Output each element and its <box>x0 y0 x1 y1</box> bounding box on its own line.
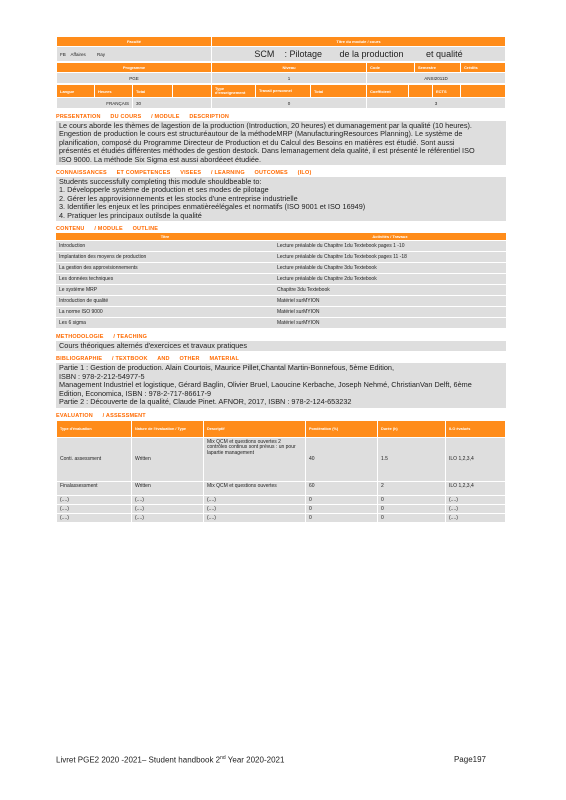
outline-header-row <box>56 233 506 241</box>
header-cell: Faculté <box>57 37 212 47</box>
language-cell: FRANÇAIS <box>57 98 133 109</box>
eval-description-cell: (....) <box>204 513 306 522</box>
header-row-2 <box>57 63 506 73</box>
header-cell: Titre du module / cours <box>212 37 506 47</box>
eval-duration-cell: 1.5 <box>378 437 446 481</box>
evaluation-header: Descriptif <box>204 420 306 437</box>
page-footer <box>56 755 486 765</box>
header-cell <box>409 85 433 98</box>
header-cell: Semestre <box>415 63 461 73</box>
text-line: Partie 1 : Gestion de production. Alain Courtois, Maurice Pillet,Chantal Martin-Bonnefous, 5ème Edition, <box>59 363 395 373</box>
ects-cell: 3 <box>367 98 506 109</box>
section-word: OTHER <box>179 356 200 363</box>
title-part: et qualité <box>426 49 463 59</box>
header-cell: Code <box>367 63 415 73</box>
eval-ilo-cell: (....) <box>446 495 506 504</box>
outline-row <box>56 263 506 274</box>
section-word: CONTENU <box>56 226 85 233</box>
text-line: 3. Identifier les enjeux et les principes enmatièreélégales et normatifs (ISO 9001 et ISO 16949) <box>59 202 366 212</box>
eval-type-cell: (....) <box>57 495 132 504</box>
value-row-1 <box>57 47 506 62</box>
eval-nature-cell: (....) <box>132 495 204 504</box>
header-cell: Crédits <box>461 63 506 73</box>
eval-nature-cell: Written <box>132 437 204 481</box>
eval-ilo-cell: ILO 1,2,3,4 <box>446 437 506 481</box>
footer-handbook-label <box>56 755 284 765</box>
section-word: OUTLINE <box>132 226 159 233</box>
eval-duration-cell: 0 <box>378 504 446 513</box>
text-line: ISBN : 978-2-212-54977-5 <box>59 371 145 381</box>
footer-text: Year 2020-2021 <box>227 755 285 765</box>
eval-type-cell: Conti. assessment <box>57 437 132 481</box>
faculty-name: Affaires <box>70 51 86 57</box>
text-line: présentés et étudiés différentes méthodes de gestion destock. Dans lemanagement dela qualité, il est présenté le référentiel ISO <box>59 146 475 156</box>
eval-type-cell: (....) <box>57 504 132 513</box>
evaluation-row <box>57 495 506 504</box>
outline-title-cell: Introduction <box>56 241 274 252</box>
evaluation-header: Pondération (%) <box>306 420 378 437</box>
section-word: METHODOLOGIE <box>56 334 104 341</box>
outline-table <box>56 233 506 329</box>
course-header-table <box>56 36 506 62</box>
section-word: / TEXTBOOK <box>112 356 148 363</box>
value-cell: 0 <box>212 98 367 109</box>
outline-title-cell: La gestion des approvisionnements <box>56 263 274 274</box>
page-number: Page197 <box>453 755 486 764</box>
evaluation-row <box>57 513 506 522</box>
text-line: Edition, Economica, ISBN : 978-2-717-86617-9 <box>59 388 212 398</box>
header-row-1 <box>57 37 506 47</box>
section-word: BIBLIOGRAPHIE <box>56 356 103 363</box>
hours-cell: 30 <box>133 98 212 109</box>
outline-header: Activités / Travaux <box>274 233 506 241</box>
outline-title-cell: Implantation des moyens de production <box>56 252 274 263</box>
eval-description-cell: Mix QCM et questions ouvertes <box>204 481 306 495</box>
evaluation-header: Durée (h) <box>378 420 446 437</box>
footer-text: Livret PGE2 2020 -2021– Student handbook 2 <box>56 755 221 765</box>
evaluation-header-row <box>57 420 506 437</box>
outline-activity-cell: Matériel surMYION <box>274 307 506 318</box>
section-word: EVALUATION <box>56 412 93 419</box>
outline-row <box>56 252 506 263</box>
section-word: (ILO) <box>297 170 312 177</box>
outline-activity-cell: Matériel surMYION <box>274 296 506 307</box>
footer-sup: nd <box>220 755 226 761</box>
outline-row <box>56 274 506 285</box>
evaluation-header: Type d'évaluation <box>57 420 132 437</box>
outline-title-cell: Les données techniques <box>56 274 274 285</box>
outline-activity-cell: Lecture préalable du Chapitre 1du Textebook pages 1 -10 <box>274 241 506 252</box>
eval-weight-cell: 40 <box>306 437 378 481</box>
methodology-text: Cours théoriques alternés d'exercices et travaux pratiques <box>56 341 506 351</box>
header-cell <box>461 85 506 98</box>
evaluation-row <box>57 437 506 481</box>
outline-title-cell: Le système MRP <box>56 285 274 296</box>
eval-duration-cell: 0 <box>378 513 446 522</box>
outline-header: Titre <box>56 233 274 241</box>
value-row-3 <box>57 98 506 109</box>
value-cell: ANSI2011D <box>367 73 506 84</box>
presentation-section-title <box>56 113 506 121</box>
section-word: / MODULE <box>151 114 180 120</box>
text-line: Engestion de production le cours est structuréautour de la méthodeMRP (ManufacturingResources Planning). Le système de <box>59 129 463 139</box>
header-cell: Total <box>133 85 173 98</box>
section-word: / LEARNING <box>211 170 245 177</box>
section-word: MATERIAL <box>209 356 240 363</box>
outline-activity-cell: Lecture préalable du Chapitre 2du Textebook <box>274 274 506 285</box>
value-cell: 1 <box>212 73 367 84</box>
eval-ilo-cell: (....) <box>446 504 506 513</box>
section-word: VISEES <box>180 170 202 177</box>
header-row-3 <box>57 85 506 98</box>
eval-duration-cell: 2 <box>378 481 446 495</box>
text-line: Partie 2 : Découverte de la qualité, Claude Pinet. AFNOR, 2017, ISBN : 978-2-124-653232 <box>59 397 352 407</box>
outline-activity-cell: Chapitre 3du Textebook <box>274 285 506 296</box>
header-cell: Coefficient <box>367 85 409 98</box>
eval-nature-cell: (....) <box>132 504 204 513</box>
course-title <box>212 47 506 62</box>
section-word: / TEACHING <box>113 334 148 341</box>
eval-nature-cell: Written <box>132 481 204 495</box>
outline-activity-cell: Lecture préalable du Chapitre 1du Textebook pages 11 -18 <box>274 252 506 263</box>
outline-row <box>56 296 506 307</box>
section-word: DU COURS <box>110 114 142 120</box>
evaluation-row <box>57 481 506 495</box>
value-row-2 <box>57 73 506 84</box>
eval-ilo-cell: ILO 1,2,3,4 <box>446 481 506 495</box>
title-part: : Pilotage <box>284 49 322 59</box>
eval-weight-cell: 0 <box>306 513 378 522</box>
text-line: Le cours aborde les thèmes de lagestion de la production (Introduction, 20 heures) et dumanagement par la qualité (10 heures). <box>59 121 472 130</box>
header-cell: Total <box>311 85 367 98</box>
section-word: DESCRIPTION <box>189 114 230 120</box>
eval-weight-cell: 0 <box>306 504 378 513</box>
outline-activity-cell: Matériel surMYION <box>274 318 506 329</box>
eval-weight-cell: 0 <box>306 495 378 504</box>
bibliography-text <box>56 363 506 407</box>
header-cell: ECTS <box>433 85 461 98</box>
text-line: ISO 9000. La méthode Six Sigma est aussi abordéeet étudiée. <box>59 154 262 164</box>
presentation-text <box>56 121 506 165</box>
outline-row <box>56 307 506 318</box>
outline-row <box>56 285 506 296</box>
header-cell: Niveau <box>212 63 367 73</box>
text-line: 4. Pratiquer les principaux outilsde la qualité <box>59 210 202 220</box>
evaluation-section-title <box>56 412 506 420</box>
title-part: de la production <box>339 49 404 59</box>
section-word: ET COMPETENCES <box>116 170 171 177</box>
evaluation-header: ILO évalués <box>446 420 506 437</box>
eval-description-cell: Mix QCM et questions ouvertes 2 contrôles continus sont prévus : un pour lapartie management <box>204 437 306 481</box>
header-cell: Langue <box>57 85 95 98</box>
ilo-text <box>56 177 506 221</box>
course-info-table <box>56 62 506 84</box>
header-cell: Heures <box>95 85 133 98</box>
header-cell: Travail personnel <box>256 85 311 98</box>
eval-nature-cell: (....) <box>132 513 204 522</box>
outline-title-cell: Les 6 sigma <box>56 318 274 329</box>
eval-weight-cell: 60 <box>306 481 378 495</box>
eval-type-cell: (....) <box>57 513 132 522</box>
evaluation-header: Nature de l'évaluation / Type <box>132 420 204 437</box>
outline-section-title <box>56 225 506 233</box>
faculty-cell <box>57 47 212 62</box>
ilo-section-title <box>56 169 506 177</box>
header-cell: Programme <box>57 63 212 73</box>
section-word: PRESENTATION <box>56 114 101 120</box>
text-line: planification, composé du Programme Directeur de Production et du Calcul des Besoins en matières est étudié. Sont aussi <box>59 137 455 147</box>
outline-row <box>56 318 506 329</box>
evaluation-table <box>56 420 506 523</box>
title-part: SCM <box>254 49 275 59</box>
section-word: OUTCOMES <box>254 170 288 177</box>
outline-title-cell: Introduction de qualité <box>56 296 274 307</box>
section-word: AND <box>157 356 170 363</box>
eval-description-cell: (....) <box>204 495 306 504</box>
faculty-code: FB <box>60 51 66 57</box>
outline-title-cell: La norme ISO 9000 <box>56 307 274 318</box>
eval-duration-cell: 0 <box>378 495 446 504</box>
faculty-head: Ray <box>96 51 105 57</box>
eval-type-cell: Finalassessment <box>57 481 132 495</box>
text-line: 1. Développerle système de production et ses modes de pilotage <box>59 185 269 195</box>
header-cell: Type d'enseignement <box>212 85 256 98</box>
course-hours-table <box>56 84 506 109</box>
eval-description-cell: (....) <box>204 504 306 513</box>
text-line: 2. Gérer les approvisionnements et les stocks d'une entreprise industrielle <box>59 193 298 203</box>
header-cell <box>173 85 212 98</box>
methodology-section-title <box>56 333 506 341</box>
text-line: Management Industriel et logistique, Gérard Baglin, Olivier Bruel, Laoucine Kerbache, Joseph Nehmé, ChristianVan Delft, 6ème <box>59 380 472 390</box>
value-cell: PGE <box>57 73 212 84</box>
bibliography-section-title <box>56 355 506 363</box>
outline-row <box>56 241 506 252</box>
section-word: / MODULE <box>94 226 123 233</box>
eval-ilo-cell: (....) <box>446 513 506 522</box>
outline-activity-cell: Lecture préalable du Chapitre 3du Textebook <box>274 263 506 274</box>
section-word: CONNAISSANCES <box>56 170 107 177</box>
course-sheet <box>56 36 506 523</box>
evaluation-row <box>57 504 506 513</box>
section-word: / ASSESSMENT <box>102 412 146 419</box>
text-line: Students successfully completing this module shouldbeable to: <box>59 177 262 187</box>
